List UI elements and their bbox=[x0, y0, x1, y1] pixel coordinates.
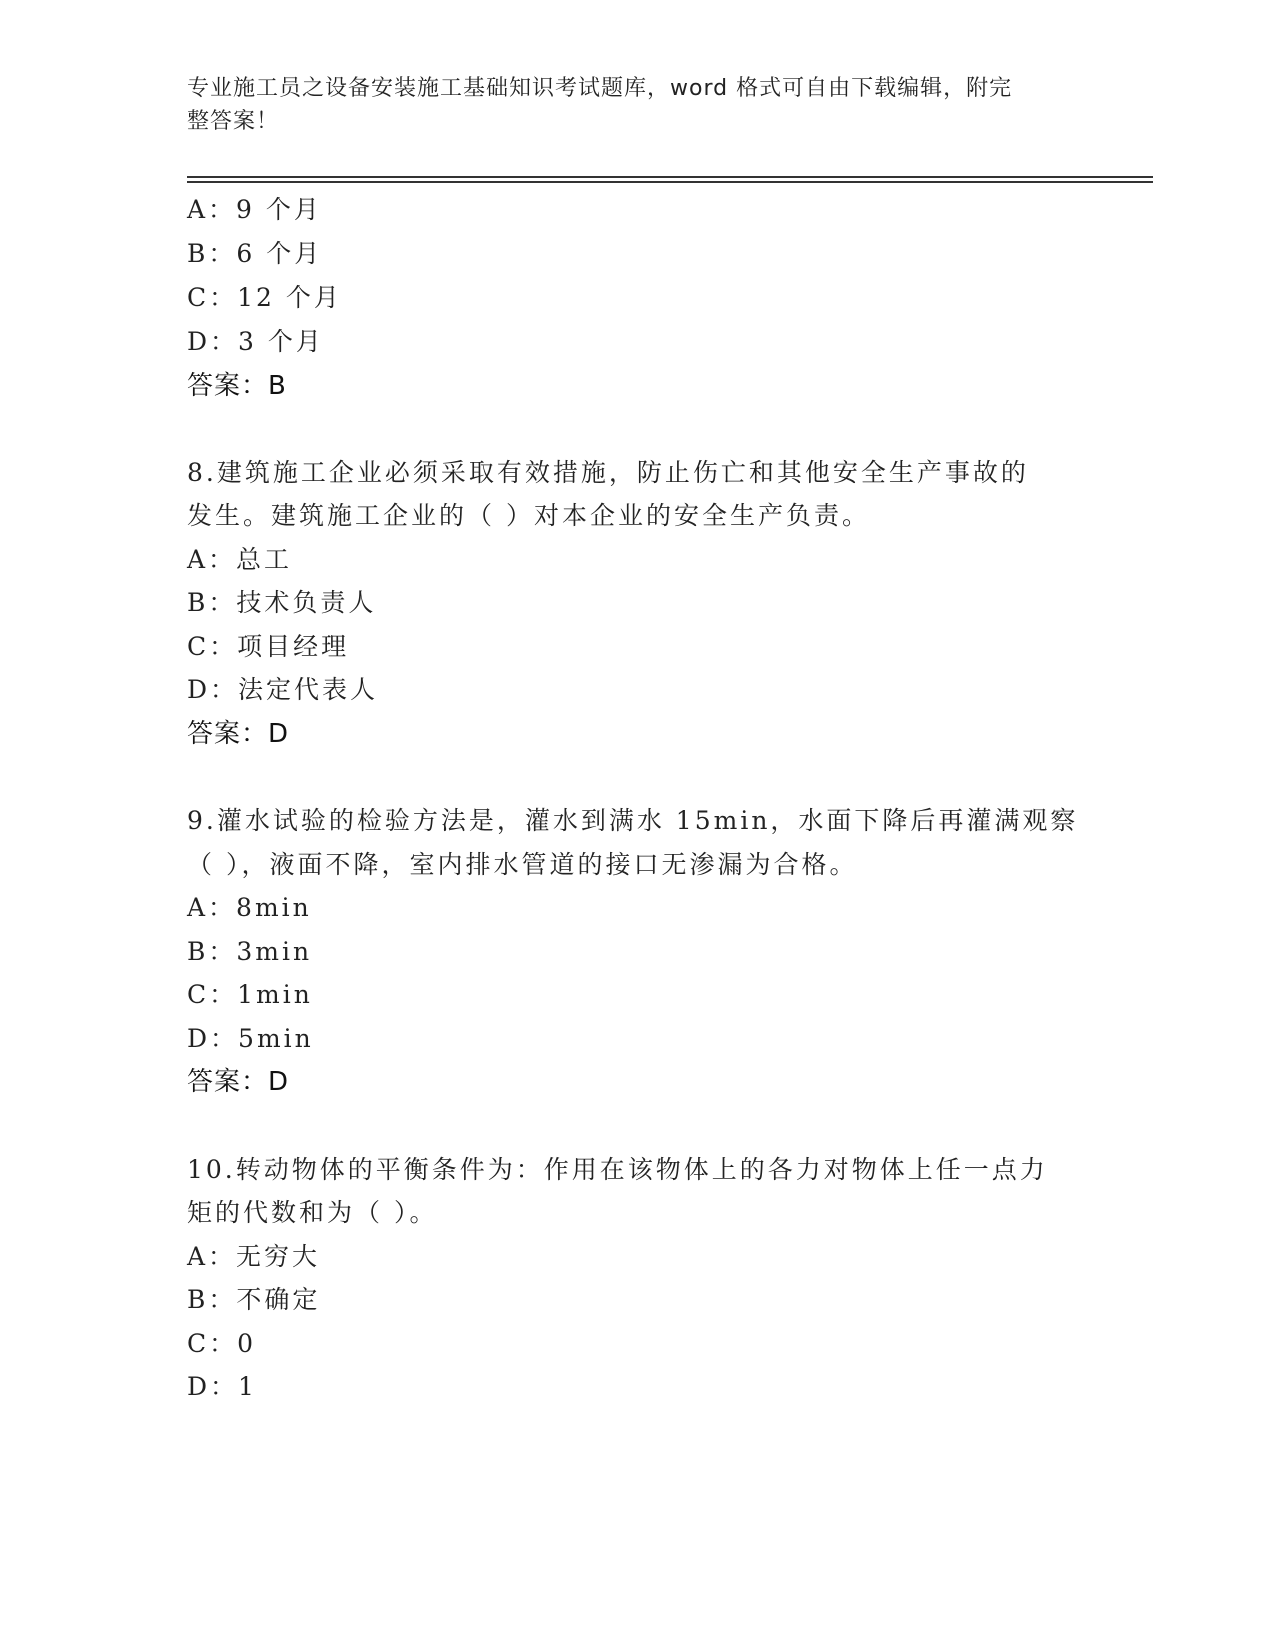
q10-option-d: D：1 bbox=[187, 1372, 257, 1401]
q10-question-line-2: 矩的代数和为（ ）。 bbox=[187, 1198, 438, 1227]
q9-question-line-1: 9.灌水试验的检验方法是，灌水到满水 15min，水面下降后再灌满观察 bbox=[187, 806, 1079, 835]
q7-option-c: C：12 个月 bbox=[187, 283, 342, 312]
q9-option-b: B：3min bbox=[187, 937, 313, 966]
q9-option-c: C：1min bbox=[187, 980, 313, 1009]
q8-answer: 答案：D bbox=[187, 719, 290, 749]
q7-option-a: A：9 个月 bbox=[187, 195, 322, 224]
q8-option-b: B：技术负责人 bbox=[187, 588, 377, 617]
q8-question-line-1: 8.建筑施工企业必须采取有效措施，防止伤亡和其他安全生产事故的 bbox=[187, 458, 1029, 487]
q8-question-line-2: 发生。建筑施工企业的（ ）对本企业的安全生产负责。 bbox=[187, 501, 870, 530]
q7-answer: 答案：B bbox=[187, 371, 287, 401]
header-divider-top bbox=[187, 176, 1153, 178]
q8-option-c: C：项目经理 bbox=[187, 632, 350, 661]
q7-option-b: B：6 个月 bbox=[187, 239, 323, 268]
header-title-line-1: 专业施工员之设备安装施工基础知识考试题库，word 格式可自由下载编辑，附完 bbox=[187, 76, 1013, 101]
q7-option-d: D：3 个月 bbox=[187, 327, 324, 356]
q9-option-d: D：5min bbox=[187, 1024, 314, 1053]
header-title-line-2: 整答案！ bbox=[187, 109, 280, 134]
q10-question-line-1: 10.转动物体的平衡条件为：作用在该物体上的各力对物体上任一点力 bbox=[187, 1155, 1048, 1184]
q8-option-d: D：法定代表人 bbox=[187, 675, 379, 704]
q10-option-b: B：不确定 bbox=[187, 1285, 321, 1314]
q8-option-a: A：总工 bbox=[187, 545, 293, 574]
q10-option-a: A：无穷大 bbox=[187, 1242, 321, 1271]
q9-option-a: A：8min bbox=[187, 893, 312, 922]
q9-answer: 答案：D bbox=[187, 1067, 290, 1097]
q10-option-c: C：0 bbox=[187, 1329, 257, 1358]
q9-question-line-2: （ ），液面不降，室内排水管道的接口无渗漏为合格。 bbox=[187, 850, 858, 879]
header-divider-bottom bbox=[187, 181, 1153, 183]
